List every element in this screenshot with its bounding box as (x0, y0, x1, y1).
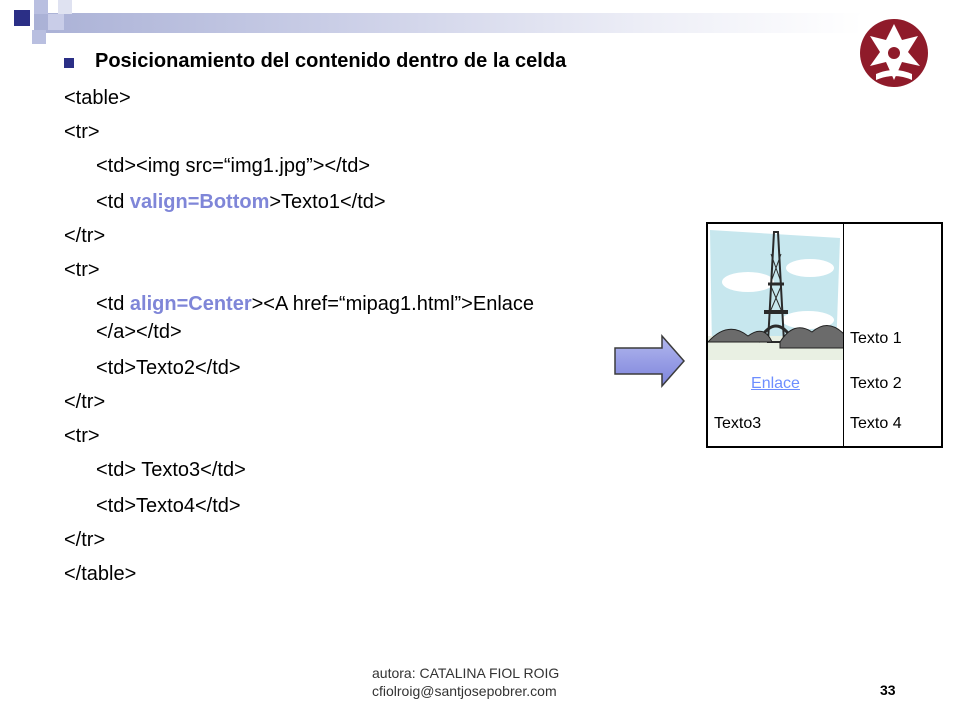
right-arrow-icon (614, 334, 686, 388)
decoration-square (58, 0, 72, 14)
link-cell (708, 360, 844, 408)
footer-author-name: autora: CATALINA FIOL ROIG (372, 665, 560, 681)
heading-bullet (64, 58, 74, 68)
code-line: <tr> (64, 121, 100, 143)
cell-texto3: Texto3 (708, 408, 844, 448)
title-decoration-bar (34, 13, 864, 33)
code-line: </tr> (64, 529, 106, 551)
code-line: </a></td> (96, 321, 182, 343)
code-line: <td> Texto3</td> (96, 459, 246, 481)
code-segment: ><A href=“mipag1.html”>Enlace (251, 293, 535, 315)
code-segment: <td (96, 293, 130, 315)
page-number: 33 (880, 682, 896, 698)
cell-texto4: Texto 4 (850, 415, 902, 432)
image-cell (708, 224, 844, 360)
eiffel-tower-clipart-icon (708, 224, 844, 360)
rendered-table-preview (706, 222, 943, 448)
code-line: <td><img src=“img1.jpg”></td> (96, 155, 371, 177)
code-line: <td>Texto4</td> (96, 495, 241, 517)
cell-texto1 (844, 224, 941, 360)
cell-texto1-label: Texto 1 (850, 330, 902, 347)
decoration-square (48, 14, 64, 30)
cell-texto2: Texto 2 (850, 375, 902, 392)
code-line: <tr> (64, 259, 100, 281)
code-line: <table> (64, 87, 131, 109)
decoration-square (32, 30, 46, 44)
footer-author (372, 664, 559, 700)
code-segment: >Texto1</td> (269, 191, 386, 213)
code-line (96, 190, 386, 214)
code-line: </tr> (64, 391, 106, 413)
code-segment: <td (96, 191, 130, 213)
school-logo-icon (858, 16, 930, 90)
code-line: <tr> (64, 425, 100, 447)
code-line: </tr> (64, 225, 106, 247)
attribute-highlight: valign=Bottom (129, 191, 270, 213)
enlace-link[interactable]: Enlace (751, 375, 800, 392)
footer-author-email: cfiolroig@santjosepobrer.com (372, 683, 557, 699)
decoration-square (34, 0, 48, 14)
attribute-highlight: align=Center (129, 293, 252, 315)
slide-heading: Posicionamiento del contenido dentro de la celda (95, 50, 567, 72)
code-line: <td>Texto2</td> (96, 357, 241, 379)
code-line: </table> (64, 563, 137, 585)
code-line (96, 292, 534, 316)
decoration-square (14, 10, 30, 26)
